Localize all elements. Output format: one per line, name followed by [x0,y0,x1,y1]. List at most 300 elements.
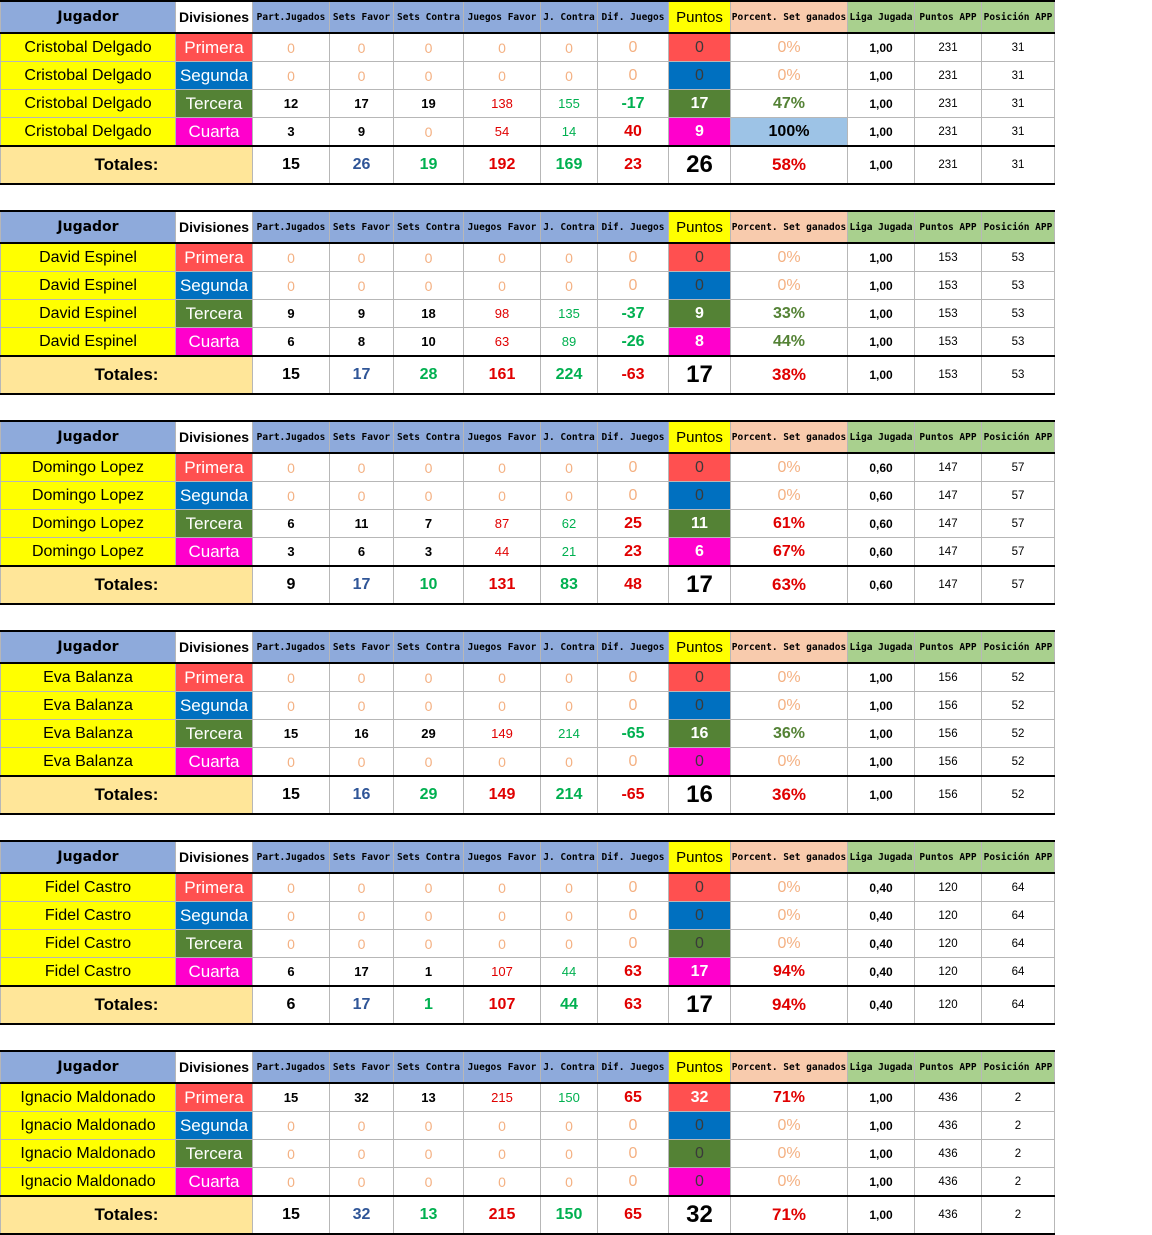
sets-contra-cell[interactable]: 0 [394,902,464,930]
header-part-jugados[interactable]: Part.Jugados [253,631,330,663]
part-jugados-cell[interactable]: 0 [253,272,330,300]
j-contra-cell[interactable]: 0 [541,692,598,720]
player-name-cell[interactable]: David Espinel [1,300,176,328]
porcent-cell[interactable]: 0% [731,1168,848,1197]
juegos-favor-cell[interactable]: 107 [464,958,541,987]
j-contra-cell[interactable]: 14 [541,118,598,147]
puntos-cell[interactable]: 0 [669,873,731,902]
total-dif-juegos[interactable]: 65 [598,1196,669,1234]
header-part-jugados[interactable]: Part.Jugados [253,421,330,453]
total-dif-juegos[interactable]: 23 [598,146,669,184]
liga-jugada-cell[interactable]: 1,00 [848,720,915,748]
posicion-app-cell[interactable]: 2 [982,1168,1055,1197]
puntos-app-cell[interactable]: 436 [915,1112,982,1140]
puntos-app-cell[interactable]: 120 [915,902,982,930]
liga-jugada-cell[interactable]: 1,00 [848,748,915,777]
sets-contra-cell[interactable]: 18 [394,300,464,328]
total-j-contra[interactable]: 150 [541,1196,598,1234]
header-dif-juegos[interactable]: Dif. Juegos [598,211,669,243]
posicion-app-cell[interactable]: 57 [982,510,1055,538]
total-sets-favor[interactable]: 17 [330,356,394,394]
header-sets-favor[interactable]: Sets Favor [330,1051,394,1083]
part-jugados-cell[interactable]: 6 [253,328,330,357]
juegos-favor-cell[interactable]: 0 [464,873,541,902]
header-porcent[interactable]: Porcent. Set ganados [731,1051,848,1083]
puntos-cell[interactable]: 0 [669,692,731,720]
porcent-cell[interactable]: 0% [731,692,848,720]
puntos-cell[interactable]: 9 [669,118,731,147]
posicion-app-cell[interactable]: 52 [982,720,1055,748]
header-dif-juegos[interactable]: Dif. Juegos [598,841,669,873]
liga-jugada-cell[interactable]: 0,60 [848,482,915,510]
dif-juegos-cell[interactable]: -37 [598,300,669,328]
posicion-app-cell[interactable]: 64 [982,873,1055,902]
division-cell[interactable]: Tercera [176,90,253,118]
division-cell[interactable]: Primera [176,873,253,902]
player-name-cell[interactable]: Eva Balanza [1,720,176,748]
header-puntos[interactable]: Puntos [669,211,731,243]
totals-label[interactable]: Totales: [1,146,253,184]
division-cell[interactable]: Primera [176,453,253,482]
header-puntos[interactable]: Puntos [669,841,731,873]
header-jugador[interactable]: Jugador [1,1051,176,1083]
header-puntos-app[interactable]: Puntos APP [915,211,982,243]
player-name-cell[interactable]: Ignacio Maldonado [1,1140,176,1168]
division-cell[interactable]: Tercera [176,510,253,538]
division-cell[interactable]: Segunda [176,692,253,720]
liga-jugada-cell[interactable]: 0,40 [848,930,915,958]
totals-label[interactable]: Totales: [1,1196,253,1234]
sets-favor-cell[interactable]: 0 [330,873,394,902]
dif-juegos-cell[interactable]: 65 [598,1083,669,1112]
player-name-cell[interactable]: Cristobal Delgado [1,90,176,118]
dif-juegos-cell[interactable]: 0 [598,1168,669,1197]
part-jugados-cell[interactable]: 0 [253,33,330,62]
total-liga-jugada[interactable]: 1,00 [848,146,915,184]
liga-jugada-cell[interactable]: 1,00 [848,90,915,118]
liga-jugada-cell[interactable]: 1,00 [848,1168,915,1197]
porcent-cell[interactable]: 0% [731,1112,848,1140]
part-jugados-cell[interactable]: 0 [253,663,330,692]
dif-juegos-cell[interactable]: 0 [598,1140,669,1168]
dif-juegos-cell[interactable]: 23 [598,538,669,567]
juegos-favor-cell[interactable]: 0 [464,62,541,90]
header-posicion-app[interactable]: Posición APP [982,1051,1055,1083]
puntos-cell[interactable]: 0 [669,62,731,90]
header-j-contra[interactable]: J. Contra [541,841,598,873]
total-part-jugados[interactable]: 9 [253,566,330,604]
porcent-cell[interactable]: 0% [731,748,848,777]
player-name-cell[interactable]: Cristobal Delgado [1,118,176,147]
header-part-jugados[interactable]: Part.Jugados [253,1,330,33]
juegos-favor-cell[interactable]: 87 [464,510,541,538]
header-porcent[interactable]: Porcent. Set ganados [731,1,848,33]
total-porcent[interactable]: 38% [731,356,848,394]
sets-favor-cell[interactable]: 16 [330,720,394,748]
header-divisiones[interactable]: Divisiones [176,631,253,663]
sets-contra-cell[interactable]: 0 [394,692,464,720]
sets-favor-cell[interactable]: 0 [330,748,394,777]
player-name-cell[interactable]: Ignacio Maldonado [1,1168,176,1197]
posicion-app-cell[interactable]: 57 [982,538,1055,567]
total-posicion-app[interactable]: 57 [982,566,1055,604]
posicion-app-cell[interactable]: 2 [982,1112,1055,1140]
header-juegos-favor[interactable]: Juegos Favor [464,631,541,663]
sets-favor-cell[interactable]: 0 [330,663,394,692]
puntos-cell[interactable]: 0 [669,930,731,958]
sets-contra-cell[interactable]: 10 [394,328,464,357]
total-dif-juegos[interactable]: 48 [598,566,669,604]
sets-contra-cell[interactable]: 0 [394,33,464,62]
header-juegos-favor[interactable]: Juegos Favor [464,1051,541,1083]
part-jugados-cell[interactable]: 0 [253,1140,330,1168]
total-j-contra[interactable]: 224 [541,356,598,394]
header-jugador[interactable]: Jugador [1,841,176,873]
posicion-app-cell[interactable]: 52 [982,692,1055,720]
header-puntos[interactable]: Puntos [669,1051,731,1083]
dif-juegos-cell[interactable]: -65 [598,720,669,748]
juegos-favor-cell[interactable]: 0 [464,1140,541,1168]
total-porcent[interactable]: 63% [731,566,848,604]
player-name-cell[interactable]: Eva Balanza [1,663,176,692]
dif-juegos-cell[interactable]: 0 [598,453,669,482]
total-sets-contra[interactable]: 10 [394,566,464,604]
total-liga-jugada[interactable]: 1,00 [848,776,915,814]
header-juegos-favor[interactable]: Juegos Favor [464,211,541,243]
player-name-cell[interactable]: Domingo Lopez [1,510,176,538]
posicion-app-cell[interactable]: 52 [982,663,1055,692]
dif-juegos-cell[interactable]: 0 [598,692,669,720]
part-jugados-cell[interactable]: 12 [253,90,330,118]
part-jugados-cell[interactable]: 0 [253,1112,330,1140]
player-name-cell[interactable]: Domingo Lopez [1,482,176,510]
sets-favor-cell[interactable]: 0 [330,62,394,90]
player-name-cell[interactable]: David Espinel [1,328,176,357]
posicion-app-cell[interactable]: 31 [982,90,1055,118]
posicion-app-cell[interactable]: 31 [982,62,1055,90]
dif-juegos-cell[interactable]: 0 [598,62,669,90]
porcent-cell[interactable]: 0% [731,62,848,90]
sets-contra-cell[interactable]: 0 [394,748,464,777]
total-porcent[interactable]: 58% [731,146,848,184]
j-contra-cell[interactable]: 0 [541,453,598,482]
total-puntos[interactable]: 26 [669,146,731,184]
porcent-cell[interactable]: 36% [731,720,848,748]
sets-contra-cell[interactable]: 0 [394,1112,464,1140]
division-cell[interactable]: Segunda [176,272,253,300]
liga-jugada-cell[interactable]: 1,00 [848,62,915,90]
division-cell[interactable]: Tercera [176,720,253,748]
dif-juegos-cell[interactable]: 0 [598,902,669,930]
header-liga-jugada[interactable]: Liga Jugada [848,1051,915,1083]
division-cell[interactable]: Primera [176,1083,253,1112]
posicion-app-cell[interactable]: 64 [982,902,1055,930]
totals-label[interactable]: Totales: [1,566,253,604]
porcent-cell[interactable]: 0% [731,243,848,272]
porcent-cell[interactable]: 33% [731,300,848,328]
liga-jugada-cell[interactable]: 0,40 [848,873,915,902]
porcent-cell[interactable]: 0% [731,482,848,510]
header-puntos-app[interactable]: Puntos APP [915,421,982,453]
sets-contra-cell[interactable]: 0 [394,482,464,510]
header-sets-favor[interactable]: Sets Favor [330,631,394,663]
puntos-cell[interactable]: 16 [669,720,731,748]
totals-label[interactable]: Totales: [1,776,253,814]
liga-jugada-cell[interactable]: 1,00 [848,692,915,720]
j-contra-cell[interactable]: 135 [541,300,598,328]
total-sets-favor[interactable]: 26 [330,146,394,184]
header-j-contra[interactable]: J. Contra [541,1051,598,1083]
liga-jugada-cell[interactable]: 1,00 [848,118,915,147]
j-contra-cell[interactable]: 0 [541,1140,598,1168]
sets-contra-cell[interactable]: 0 [394,873,464,902]
header-sets-contra[interactable]: Sets Contra [394,1,464,33]
total-dif-juegos[interactable]: -65 [598,776,669,814]
porcent-cell[interactable]: 100% [731,118,848,147]
juegos-favor-cell[interactable]: 0 [464,692,541,720]
porcent-cell[interactable]: 44% [731,328,848,357]
header-liga-jugada[interactable]: Liga Jugada [848,421,915,453]
puntos-cell[interactable]: 11 [669,510,731,538]
player-name-cell[interactable]: David Espinel [1,272,176,300]
sets-contra-cell[interactable]: 0 [394,243,464,272]
division-cell[interactable]: Segunda [176,1112,253,1140]
total-dif-juegos[interactable]: -63 [598,356,669,394]
total-sets-favor[interactable]: 32 [330,1196,394,1234]
puntos-app-cell[interactable]: 231 [915,118,982,147]
header-divisiones[interactable]: Divisiones [176,1051,253,1083]
dif-juegos-cell[interactable]: 63 [598,958,669,987]
sets-favor-cell[interactable]: 0 [330,692,394,720]
liga-jugada-cell[interactable]: 1,00 [848,300,915,328]
header-sets-contra[interactable]: Sets Contra [394,1051,464,1083]
dif-juegos-cell[interactable]: 40 [598,118,669,147]
dif-juegos-cell[interactable]: 0 [598,243,669,272]
header-liga-jugada[interactable]: Liga Jugada [848,841,915,873]
porcent-cell[interactable]: 0% [731,930,848,958]
total-puntos[interactable]: 16 [669,776,731,814]
division-cell[interactable]: Primera [176,33,253,62]
sets-contra-cell[interactable]: 7 [394,510,464,538]
puntos-cell[interactable]: 32 [669,1083,731,1112]
puntos-app-cell[interactable]: 153 [915,243,982,272]
header-dif-juegos[interactable]: Dif. Juegos [598,1,669,33]
sets-contra-cell[interactable]: 0 [394,1140,464,1168]
player-name-cell[interactable]: Cristobal Delgado [1,62,176,90]
header-divisiones[interactable]: Divisiones [176,841,253,873]
j-contra-cell[interactable]: 62 [541,510,598,538]
dif-juegos-cell[interactable]: 25 [598,510,669,538]
header-jugador[interactable]: Jugador [1,211,176,243]
total-puntos[interactable]: 17 [669,356,731,394]
j-contra-cell[interactable]: 214 [541,720,598,748]
sets-contra-cell[interactable]: 0 [394,272,464,300]
total-juegos-favor[interactable]: 161 [464,356,541,394]
liga-jugada-cell[interactable]: 0,60 [848,510,915,538]
header-posicion-app[interactable]: Posición APP [982,631,1055,663]
juegos-favor-cell[interactable]: 0 [464,33,541,62]
dif-juegos-cell[interactable]: 0 [598,663,669,692]
j-contra-cell[interactable]: 0 [541,33,598,62]
header-j-contra[interactable]: J. Contra [541,421,598,453]
part-jugados-cell[interactable]: 0 [253,1168,330,1197]
sets-favor-cell[interactable]: 0 [330,243,394,272]
total-posicion-app[interactable]: 2 [982,1196,1055,1234]
juegos-favor-cell[interactable]: 149 [464,720,541,748]
puntos-cell[interactable]: 0 [669,1168,731,1197]
juegos-favor-cell[interactable]: 0 [464,930,541,958]
puntos-app-cell[interactable]: 120 [915,958,982,987]
dif-juegos-cell[interactable]: -26 [598,328,669,357]
total-porcent[interactable]: 71% [731,1196,848,1234]
porcent-cell[interactable]: 61% [731,510,848,538]
posicion-app-cell[interactable]: 57 [982,482,1055,510]
total-sets-contra[interactable]: 1 [394,986,464,1024]
total-puntos-app[interactable]: 147 [915,566,982,604]
juegos-favor-cell[interactable]: 54 [464,118,541,147]
j-contra-cell[interactable]: 150 [541,1083,598,1112]
j-contra-cell[interactable]: 0 [541,482,598,510]
header-posicion-app[interactable]: Posición APP [982,211,1055,243]
juegos-favor-cell[interactable]: 44 [464,538,541,567]
header-sets-favor[interactable]: Sets Favor [330,1,394,33]
porcent-cell[interactable]: 0% [731,33,848,62]
puntos-app-cell[interactable]: 231 [915,33,982,62]
puntos-app-cell[interactable]: 120 [915,873,982,902]
juegos-favor-cell[interactable]: 0 [464,1168,541,1197]
sets-favor-cell[interactable]: 6 [330,538,394,567]
part-jugados-cell[interactable]: 6 [253,510,330,538]
header-juegos-favor[interactable]: Juegos Favor [464,841,541,873]
posicion-app-cell[interactable]: 53 [982,272,1055,300]
sets-contra-cell[interactable]: 0 [394,62,464,90]
header-dif-juegos[interactable]: Dif. Juegos [598,631,669,663]
header-puntos[interactable]: Puntos [669,1,731,33]
part-jugados-cell[interactable]: 0 [253,692,330,720]
puntos-cell[interactable]: 9 [669,300,731,328]
posicion-app-cell[interactable]: 53 [982,328,1055,357]
header-puntos[interactable]: Puntos [669,631,731,663]
porcent-cell[interactable]: 0% [731,663,848,692]
total-porcent[interactable]: 94% [731,986,848,1024]
sets-favor-cell[interactable]: 0 [330,902,394,930]
total-liga-jugada[interactable]: 0,60 [848,566,915,604]
header-porcent[interactable]: Porcent. Set ganados [731,211,848,243]
posicion-app-cell[interactable]: 57 [982,453,1055,482]
total-porcent[interactable]: 36% [731,776,848,814]
puntos-cell[interactable]: 0 [669,453,731,482]
total-sets-contra[interactable]: 29 [394,776,464,814]
sets-favor-cell[interactable]: 0 [330,930,394,958]
header-liga-jugada[interactable]: Liga Jugada [848,211,915,243]
total-posicion-app[interactable]: 64 [982,986,1055,1024]
header-jugador[interactable]: Jugador [1,1,176,33]
dif-juegos-cell[interactable]: 0 [598,873,669,902]
total-puntos[interactable]: 17 [669,566,731,604]
puntos-cell[interactable]: 0 [669,33,731,62]
player-name-cell[interactable]: Domingo Lopez [1,538,176,567]
juegos-favor-cell[interactable]: 0 [464,482,541,510]
dif-juegos-cell[interactable]: 0 [598,1112,669,1140]
header-divisiones[interactable]: Divisiones [176,211,253,243]
total-puntos-app[interactable]: 120 [915,986,982,1024]
total-part-jugados[interactable]: 15 [253,776,330,814]
total-part-jugados[interactable]: 6 [253,986,330,1024]
puntos-app-cell[interactable]: 436 [915,1168,982,1197]
header-sets-contra[interactable]: Sets Contra [394,631,464,663]
header-sets-favor[interactable]: Sets Favor [330,841,394,873]
porcent-cell[interactable]: 0% [731,272,848,300]
header-j-contra[interactable]: J. Contra [541,1,598,33]
player-name-cell[interactable]: Eva Balanza [1,692,176,720]
part-jugados-cell[interactable]: 15 [253,1083,330,1112]
puntos-cell[interactable]: 6 [669,538,731,567]
juegos-favor-cell[interactable]: 98 [464,300,541,328]
total-j-contra[interactable]: 44 [541,986,598,1024]
division-cell[interactable]: Primera [176,243,253,272]
player-name-cell[interactable]: Fidel Castro [1,873,176,902]
puntos-cell[interactable]: 8 [669,328,731,357]
player-name-cell[interactable]: Ignacio Maldonado [1,1112,176,1140]
puntos-cell[interactable]: 0 [669,1112,731,1140]
division-cell[interactable]: Cuarta [176,1168,253,1197]
total-posicion-app[interactable]: 31 [982,146,1055,184]
header-sets-contra[interactable]: Sets Contra [394,421,464,453]
puntos-cell[interactable]: 0 [669,748,731,777]
division-cell[interactable]: Tercera [176,1140,253,1168]
sets-contra-cell[interactable]: 1 [394,958,464,987]
player-name-cell[interactable]: Fidel Castro [1,902,176,930]
j-contra-cell[interactable]: 0 [541,873,598,902]
total-puntos-app[interactable]: 153 [915,356,982,394]
header-puntos-app[interactable]: Puntos APP [915,631,982,663]
puntos-app-cell[interactable]: 156 [915,692,982,720]
division-cell[interactable]: Cuarta [176,958,253,987]
dif-juegos-cell[interactable]: 0 [598,482,669,510]
player-name-cell[interactable]: Ignacio Maldonado [1,1083,176,1112]
header-liga-jugada[interactable]: Liga Jugada [848,631,915,663]
juegos-favor-cell[interactable]: 0 [464,748,541,777]
total-puntos[interactable]: 17 [669,986,731,1024]
j-contra-cell[interactable]: 0 [541,1168,598,1197]
sets-contra-cell[interactable]: 19 [394,90,464,118]
division-cell[interactable]: Segunda [176,902,253,930]
porcent-cell[interactable]: 0% [731,453,848,482]
puntos-app-cell[interactable]: 153 [915,300,982,328]
j-contra-cell[interactable]: 0 [541,62,598,90]
puntos-app-cell[interactable]: 147 [915,510,982,538]
total-part-jugados[interactable]: 15 [253,146,330,184]
player-name-cell[interactable]: Eva Balanza [1,748,176,777]
liga-jugada-cell[interactable]: 0,60 [848,538,915,567]
porcent-cell[interactable]: 0% [731,1140,848,1168]
j-contra-cell[interactable]: 0 [541,902,598,930]
posicion-app-cell[interactable]: 31 [982,33,1055,62]
player-name-cell[interactable]: David Espinel [1,243,176,272]
total-puntos-app[interactable]: 436 [915,1196,982,1234]
sets-contra-cell[interactable]: 0 [394,453,464,482]
part-jugados-cell[interactable]: 3 [253,538,330,567]
total-puntos-app[interactable]: 231 [915,146,982,184]
j-contra-cell[interactable]: 0 [541,272,598,300]
header-puntos-app[interactable]: Puntos APP [915,1051,982,1083]
total-posicion-app[interactable]: 52 [982,776,1055,814]
total-liga-jugada[interactable]: 1,00 [848,1196,915,1234]
total-sets-contra[interactable]: 19 [394,146,464,184]
juegos-favor-cell[interactable]: 0 [464,453,541,482]
header-juegos-favor[interactable]: Juegos Favor [464,421,541,453]
total-part-jugados[interactable]: 15 [253,1196,330,1234]
